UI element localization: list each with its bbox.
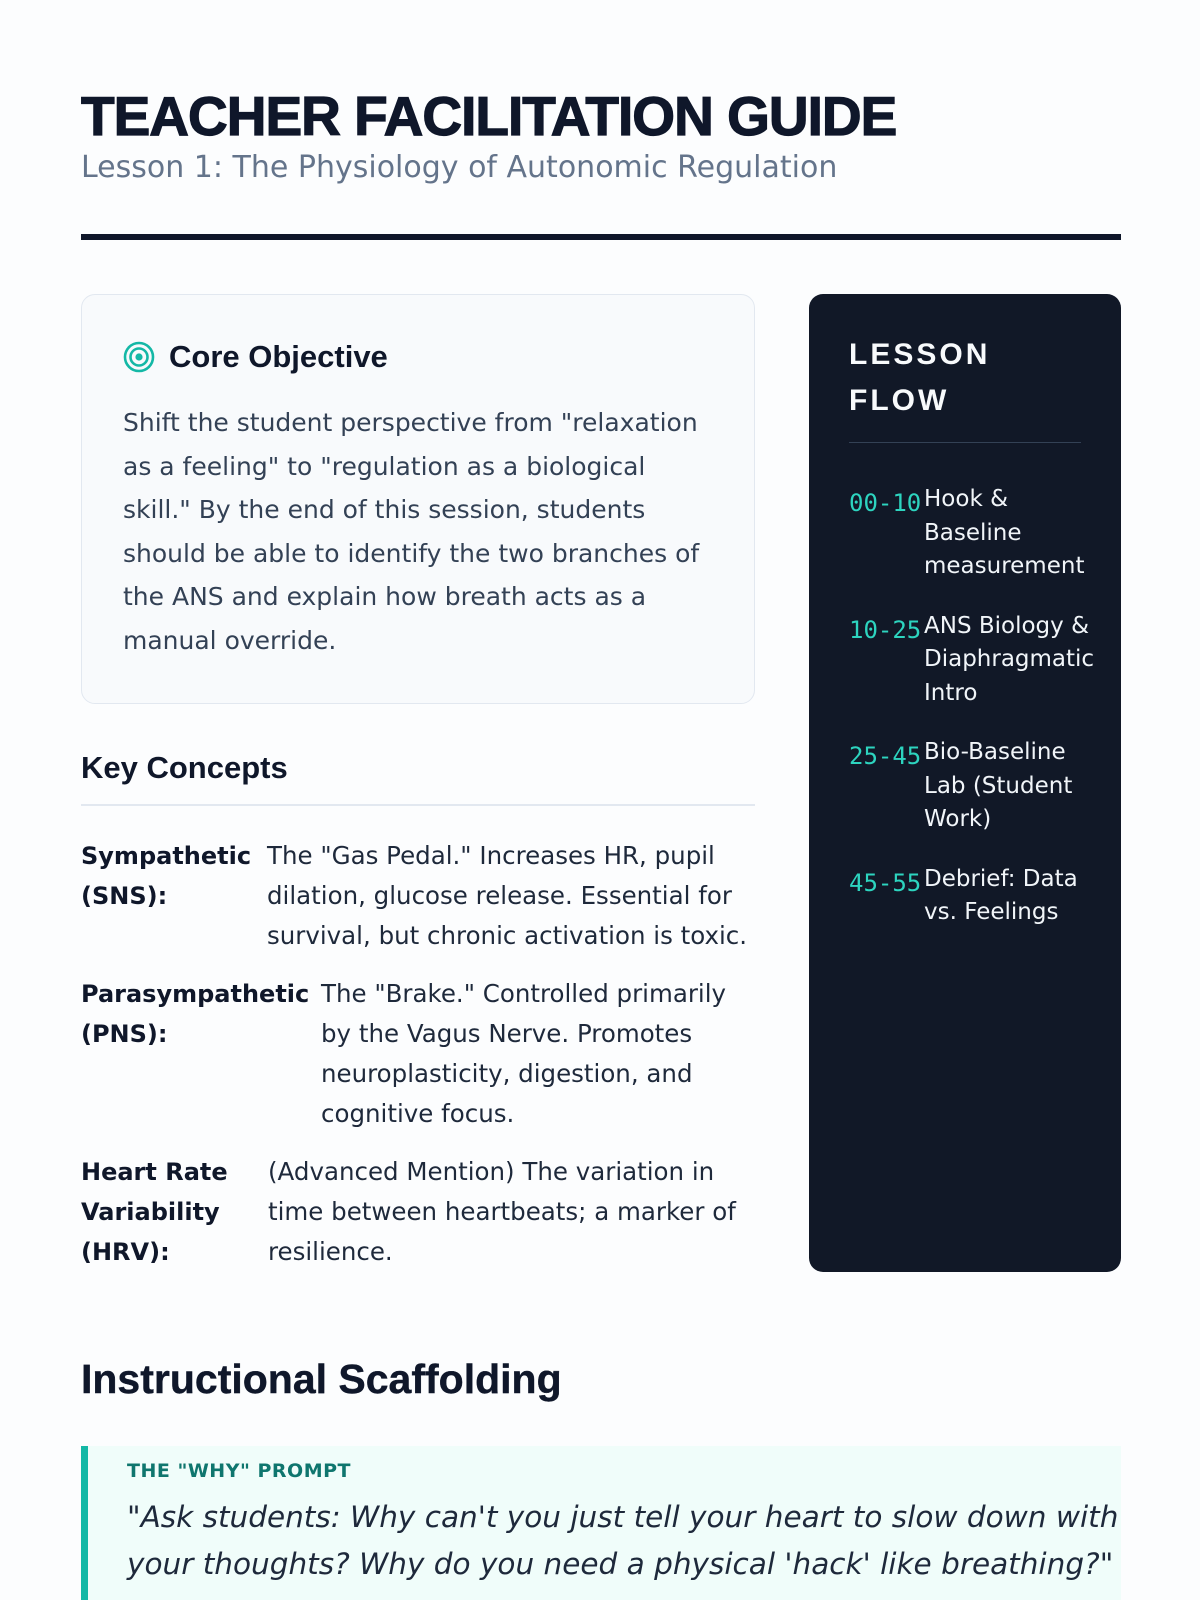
concept-definition: (Advanced Mention) The variation in time between heartbeats; a marker of resilience.	[268, 1157, 736, 1266]
concept-term-line: Parasympathetic	[81, 980, 310, 1008]
concept-item	[81, 974, 755, 1134]
key-concepts-list	[81, 836, 755, 1272]
flow-time: 00-10	[849, 489, 922, 517]
header-divider	[81, 234, 1121, 240]
why-prompt-text: "Ask students: Why can't you just tell your heart to slow down with your thoughts? Why do you need a physical 'hack' like breathing?"	[127, 1500, 1119, 1581]
target-icon	[123, 341, 155, 373]
flow-item	[849, 736, 1083, 837]
key-concepts-title: Key Concepts	[81, 750, 755, 806]
concept-term	[81, 836, 252, 956]
flow-label: ANS Biology & Diaphragmatic Intro	[924, 612, 1095, 706]
flow-label: Debrief: Data vs. Feelings	[924, 865, 1078, 925]
concept-definition: The "Brake." Controlled primarily by the Vagus Nerve. Promotes neuroplasticity, digestion, and cognitive focus.	[321, 979, 727, 1128]
concept-term	[81, 974, 310, 1134]
flow-time: 25-45	[849, 742, 922, 770]
flow-label: Hook & Baseline measurement	[924, 486, 1085, 579]
core-objective-header	[123, 339, 714, 375]
why-prompt-label: THE "WHY" PROMPT	[127, 1460, 351, 1482]
concept-term-line: (SNS):	[81, 882, 168, 910]
concept-item	[81, 1152, 755, 1272]
why-prompt-callout	[81, 1446, 1121, 1600]
header	[81, 0, 1121, 188]
page-title: TEACHER FACILITATION GUIDE	[81, 85, 897, 147]
concept-term-line: (HRV):	[81, 1238, 170, 1266]
lesson-flow-list	[849, 483, 1095, 930]
flow-time: 45-55	[849, 868, 922, 897]
concept-term-line: Variability	[81, 1198, 220, 1226]
concept-definition: The "Gas Pedal." Increases HR, pupil dilation, glucose release. Essential for survival, but chronic activation is toxic.	[267, 841, 748, 950]
concept-term-line: Heart Rate	[81, 1158, 228, 1186]
concept-term-line: (PNS):	[81, 1020, 168, 1048]
flow-item	[849, 610, 1095, 711]
facilitation-guide-page	[81, 0, 1121, 1581]
lesson-flow-sidebar	[809, 294, 1121, 1272]
page-subtitle: Lesson 1: The Physiology of Autonomic Regulation	[81, 150, 838, 185]
flow-label: Bio-Baseline Lab (Student Work)	[924, 739, 1073, 832]
lesson-flow-title: LESSON FLOW	[849, 332, 1081, 443]
concept-term	[81, 1152, 248, 1272]
flow-item	[849, 483, 1083, 584]
concept-term-line: Sympathetic	[81, 842, 252, 870]
lesson-flow-panel	[809, 294, 1121, 1272]
scaffolding-title: Instructional Scaffolding	[81, 1356, 562, 1402]
flow-time: 10-25	[849, 615, 922, 644]
flow-item	[849, 863, 1083, 930]
concept-item	[81, 836, 755, 956]
main-column	[81, 294, 755, 1290]
core-objective-card	[81, 294, 755, 704]
core-objective-title: Core Objective	[169, 339, 388, 374]
core-objective-text: Shift the student perspective from "relaxation as a feeling" to "regulation as a biological skill." By the end of this session, students should be able to identify the two branches of the ANS and explain how breath acts as a manual override.	[123, 408, 700, 655]
